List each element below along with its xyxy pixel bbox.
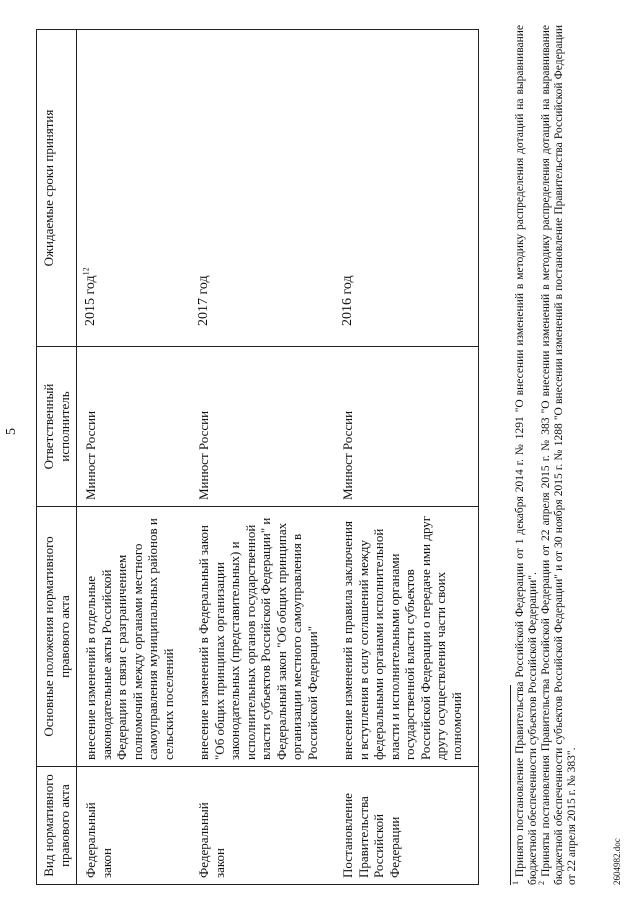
header-responsible: Ответственный исполнитель (37, 347, 77, 507)
cell-responsible: Минюст России (77, 347, 191, 507)
footnote-marker: 1 (511, 881, 521, 885)
cell-act-type: Постановление Правительства Российской Федерации (334, 767, 479, 885)
footnote-marker: 2 (537, 881, 547, 885)
table-row (190, 30, 334, 885)
deadline-text: 2017 год (196, 275, 211, 326)
table-header-row (37, 30, 77, 885)
cell-responsible: Минюст России (190, 347, 334, 507)
cell-provisions: внесение изменений в Федеральный закон "Об общих принципах организации законодательных (представительных) и исполнительных органов государственной власти субъектов Российской Федерации" и Федеральный закон "Об общих принципах организации местного самоуправления в Российской Федерации" (190, 507, 334, 767)
cell-deadline (334, 30, 479, 347)
footnote-text: Принято постановление Правительства Российской Федерации от 1 декабря 2014 г. № 1291 "О внесении изменений в методику распределения дотаций на выравнивание бюджетной обеспеченности субъектов Российской Федерации". (514, 24, 539, 885)
header-provisions: Основные положения нормативного правового акта (37, 507, 77, 767)
cell-responsible: Минюст России (334, 347, 479, 507)
cell-deadline (77, 30, 191, 347)
cell-provisions: внесение изменений в отдельные законодательные акты Российской Федерации в связи с разграничением полномочий между органами местного самоуправления муниципальных районов и сельских поселений (77, 507, 191, 767)
footnote-ref: 12 (81, 267, 91, 276)
page-number: 5 (4, 428, 19, 435)
footnote-separator (510, 685, 511, 885)
table-row (334, 30, 479, 885)
footnotes (511, 24, 579, 885)
header-act-type: Вид нормативного правового акта (37, 767, 77, 885)
cell-deadline (190, 30, 334, 347)
legal-acts-table (36, 29, 479, 885)
footnote (537, 24, 579, 885)
cell-act-type: Федеральный закон (77, 767, 191, 885)
table-row (77, 30, 191, 885)
footnote-text: Приняты постановления Правительства Российской Федерации от 22 апреля 2015 г. № 383 "О внесении изменений в методику распределения дотаций на выравнивание бюджетной обеспеченности субъектов Российской Федерации" и от 30 ноября 2015 г. № 1288 "О внесении изменений в постановление Правительства Российской Федерации от 22 апреля 2015 г. № 383". (540, 24, 578, 885)
deadline-text: 2016 год (340, 275, 355, 326)
cell-provisions: внесение изменений в правила заключения и вступления в силу соглашений между федеральными органами исполнительной власти и исполнительными органами государственной власти субъектов Российской Федерации о передаче ими друг другу осуществления части своих полномочий (334, 507, 479, 767)
deadline-text: 2015 год (83, 275, 98, 326)
header-deadline: Ожидаемые сроки принятия (37, 30, 77, 347)
footnote (511, 24, 540, 885)
document-id: 2604982.doc (612, 838, 622, 885)
cell-act-type: Федеральный закон (190, 767, 334, 885)
